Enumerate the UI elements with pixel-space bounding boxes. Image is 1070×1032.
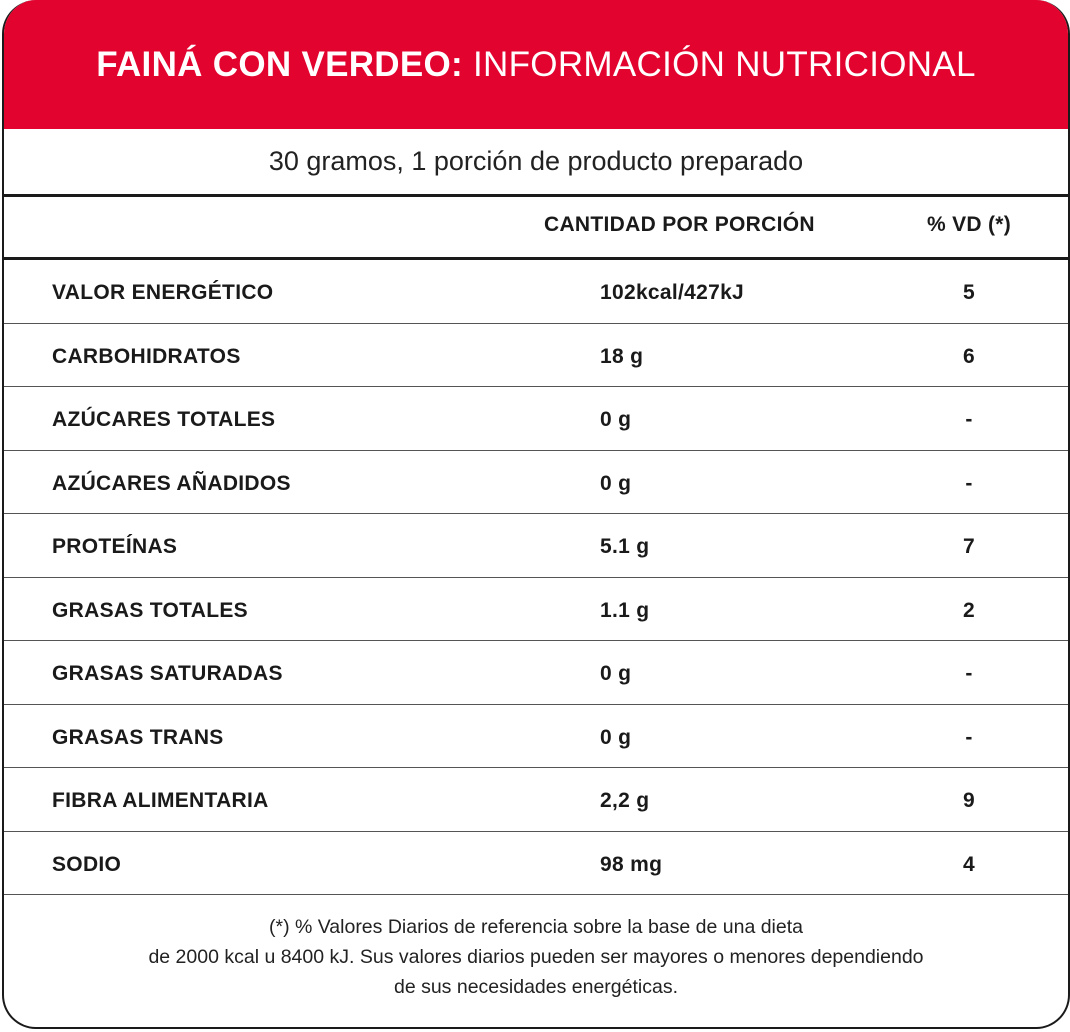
nutrient-vd: 9 bbox=[963, 789, 975, 812]
footnote-line: (*) % Valores Diarios de referencia sobre la base de una dieta bbox=[268, 916, 803, 938]
table-row bbox=[4, 324, 1068, 388]
serving-size: 30 gramos, 1 porción de producto preparado bbox=[4, 129, 1068, 197]
nutrient-amount: 0 g bbox=[600, 408, 632, 431]
nutrient-vd: 5 bbox=[963, 281, 975, 304]
nutrient-amount: 18 g bbox=[600, 344, 644, 368]
table-row bbox=[4, 832, 1068, 896]
footnote-line: de 2000 kcal u 8400 kJ. Sus valores diarios pueden ser mayores o menores dependiendo bbox=[148, 946, 924, 968]
nutrient-amount: 0 g bbox=[600, 725, 632, 749]
nutrient-vd: - bbox=[965, 471, 973, 495]
table-row bbox=[4, 705, 1068, 769]
nutrient-name: PROTEÍNAS bbox=[52, 535, 178, 558]
table-row bbox=[4, 451, 1068, 515]
nutrient-table bbox=[4, 260, 1068, 895]
nutrient-vd: - bbox=[965, 408, 973, 431]
nutrient-vd: 4 bbox=[963, 852, 975, 876]
nutrient-name: VALOR ENERGÉTICO bbox=[52, 281, 274, 304]
column-header-amount: CANTIDAD POR PORCIÓN bbox=[544, 213, 815, 236]
table-row bbox=[4, 641, 1068, 705]
nutrient-name: GRASAS TRANS bbox=[52, 725, 224, 749]
nutrient-name: AZÚCARES TOTALES bbox=[52, 408, 276, 431]
nutrient-name: AZÚCARES AÑADIDOS bbox=[52, 471, 291, 495]
table-row bbox=[4, 387, 1068, 451]
nutrient-amount: 0 g bbox=[600, 471, 632, 495]
nutrient-vd: 2 bbox=[963, 598, 975, 622]
product-name: FAINÁ CON VERDEO: bbox=[96, 44, 464, 84]
nutrient-vd: - bbox=[965, 662, 973, 685]
table-row bbox=[4, 260, 1068, 324]
nutrient-name: FIBRA ALIMENTARIA bbox=[52, 789, 269, 812]
nutrient-name: GRASAS SATURADAS bbox=[52, 662, 283, 685]
title-banner bbox=[4, 0, 1068, 129]
title-subtitle: INFORMACIÓN NUTRICIONAL bbox=[473, 44, 976, 84]
footnote bbox=[4, 912, 1068, 1002]
nutrient-amount: 5.1 g bbox=[600, 535, 650, 558]
table-row bbox=[4, 514, 1068, 578]
nutrient-vd: 7 bbox=[963, 535, 975, 558]
nutrient-amount: 2,2 g bbox=[600, 789, 650, 812]
nutrient-amount: 102kcal/427kJ bbox=[600, 281, 745, 304]
table-row bbox=[4, 768, 1068, 832]
table-row bbox=[4, 578, 1068, 642]
column-header-row bbox=[4, 197, 1068, 260]
nutrient-name: CARBOHIDRATOS bbox=[52, 344, 241, 368]
nutrient-name: GRASAS TOTALES bbox=[52, 598, 248, 622]
nutrient-amount: 98 mg bbox=[600, 852, 663, 876]
column-header-vd: % VD (*) bbox=[927, 213, 1012, 236]
nutrient-amount: 1.1 g bbox=[600, 598, 650, 622]
footnote-line: de sus necesidades energéticas. bbox=[393, 976, 679, 998]
nutrition-card bbox=[2, 0, 1070, 1029]
nutrient-vd: 6 bbox=[963, 344, 975, 368]
nutrient-amount: 0 g bbox=[600, 662, 632, 685]
nutrient-name: SODIO bbox=[52, 852, 122, 876]
nutrient-vd: - bbox=[965, 725, 973, 749]
